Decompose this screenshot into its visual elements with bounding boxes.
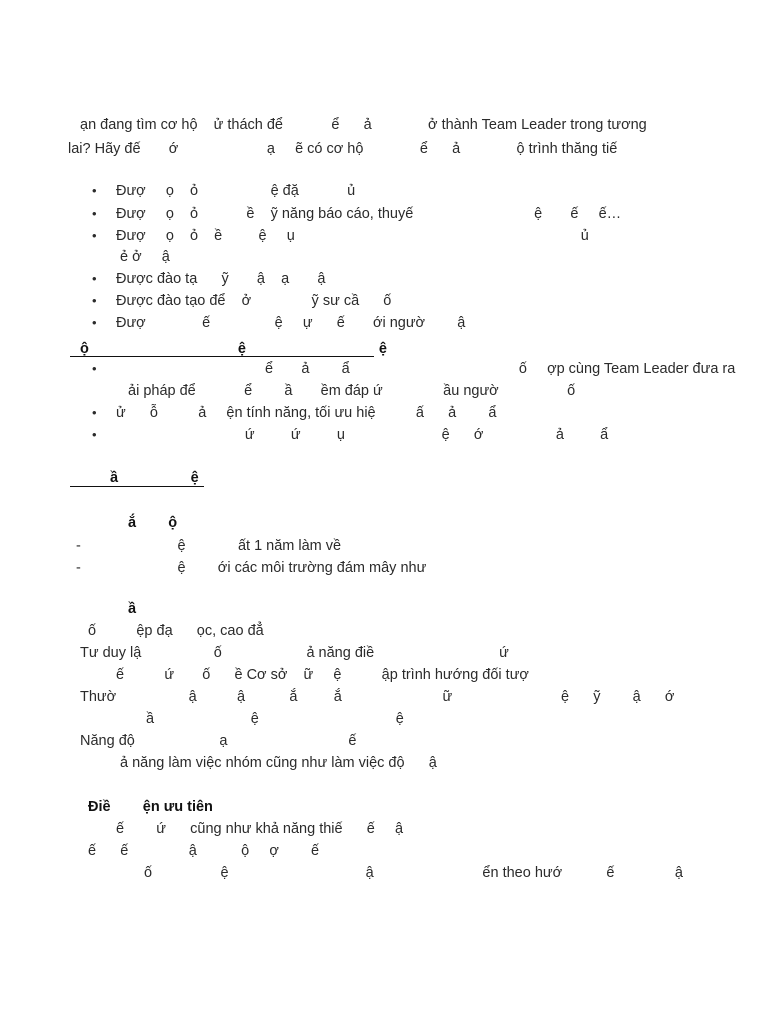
job-item: • ử ỗ ả ện tính năng, tối ưu hiệ ấ ả ẩ: [116, 404, 497, 422]
req-sub2-title: ầ: [128, 601, 137, 617]
req-sub2-line: Năng độ ạ ế: [80, 733, 357, 749]
benefit-item: • Được đào tạo để ở ỹ sư cầ ố: [116, 292, 391, 310]
benefit-item: • Đượ ọ ỏ ề ệ ụ ủ: [116, 227, 589, 245]
req-sub2-line: ố ệp đạ ọc, cao đẳ: [88, 623, 264, 639]
req-sub2-line: Thườ ậ ậ ắ ắ ữ ệ ỹ ậ ớ: [80, 689, 675, 705]
req-sub2-line: ế ứ ố ề Cơ sở ữ ệ ập trình hướng đối tượ: [116, 667, 529, 683]
req-sub1-item: - ệ ới các môi trường đám mây như: [76, 560, 427, 576]
intro-line-1: ạn đang tìm cơ hộ ử thách để ể ả ở thành Team Leader trong tương: [80, 117, 647, 133]
section-job-heading: ộ ệ ệ: [80, 341, 387, 357]
job-item: • ể ả ẩ ố ợp cùng Team Leader đưa ra: [116, 360, 735, 378]
benefit-item: • Đượ ế ệ ự ế ới ngườ ậ: [116, 314, 465, 332]
job-item: • ứ ứ ụ ệ ớ ả ẩ: [116, 426, 608, 444]
req-sub1-item: - ệ ất 1 năm làm về: [76, 538, 342, 554]
priority-line: ố ệ ậ ển theo hướ ế ậ: [144, 865, 683, 881]
section-job-rule: [70, 356, 374, 357]
job-item-continuation: ải pháp để ể ầ ềm đáp ứ ầu ngườ ố: [128, 383, 576, 399]
benefit-item-continuation: ẻ ở ậ: [120, 249, 170, 265]
section-req-rule: [70, 486, 204, 487]
req-sub2-line: ả năng làm việc nhóm cũng như làm việc độ ậ: [120, 755, 437, 771]
benefit-item: • Đượ ọ ỏ ệ đặ ủ: [116, 182, 355, 200]
priority-line: ế ứ cũng như khả năng thiế ế ậ: [116, 821, 404, 837]
req-sub1-title: ắ ộ: [128, 515, 178, 531]
section-priority-heading: Điề ện ưu tiên: [88, 799, 213, 815]
benefit-item: • Được đào tạ ỹ ậ ạ ậ: [116, 270, 325, 288]
req-sub2-line: Tư duy lậ ố ả năng điề ứ: [80, 645, 509, 661]
benefit-item: • Đượ ọ ỏ ề ỹ năng báo cáo, thuyế ệ ế ế…: [116, 205, 621, 223]
priority-line: ế ế ậ ộ ợ ế: [88, 843, 320, 859]
req-sub2-line: ầ ệ ệ: [146, 711, 404, 727]
section-req-heading: ầ ệ: [110, 470, 199, 486]
intro-line-2: lai? Hãy đế ớ ạ ẽ có cơ hộ ể ả ộ trình thăng tiế: [68, 141, 618, 157]
